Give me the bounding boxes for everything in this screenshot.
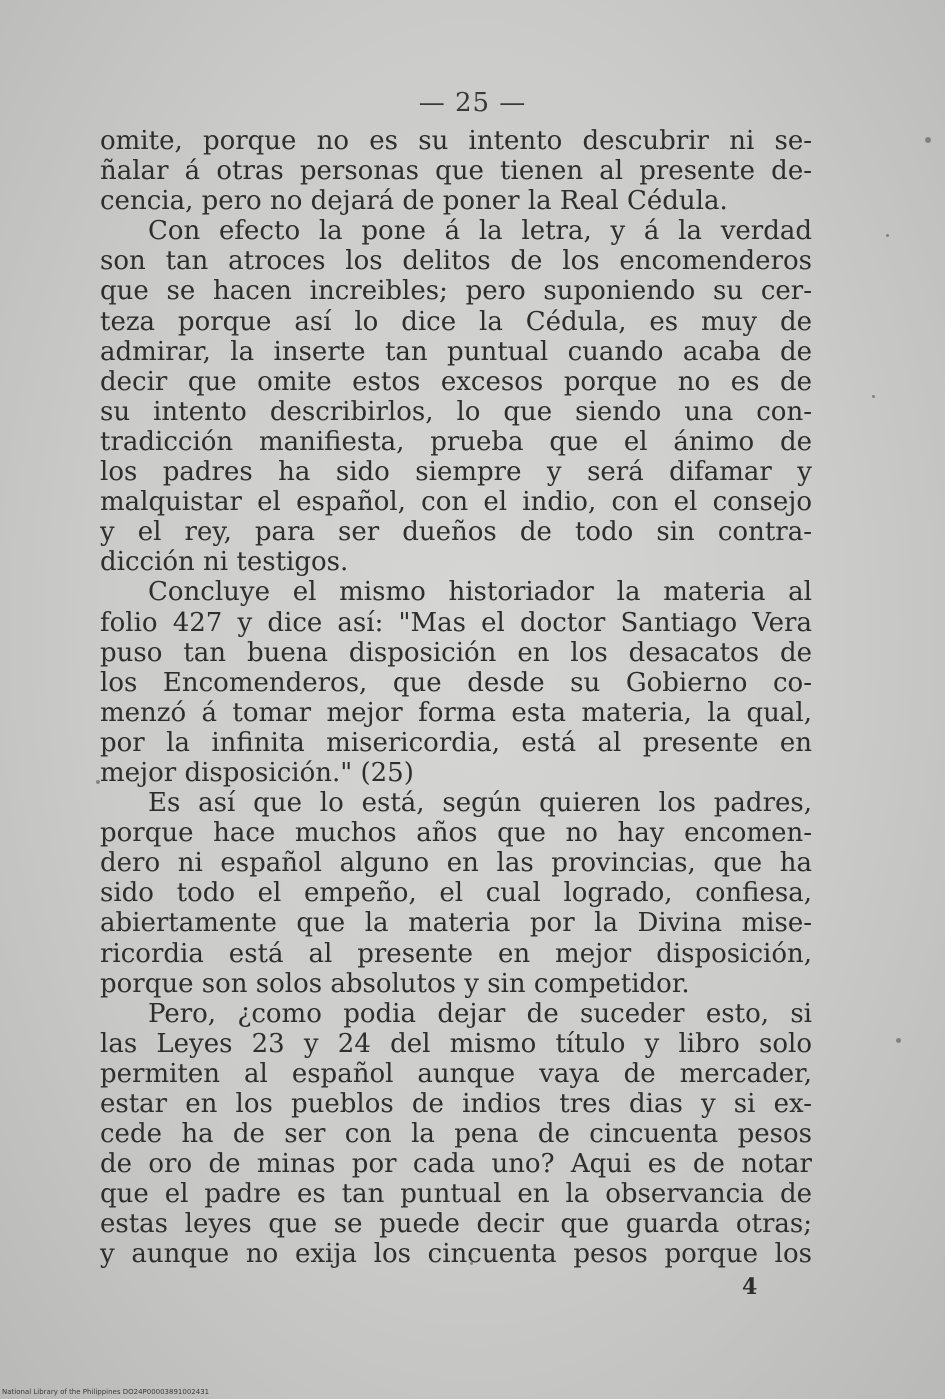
ink-speck	[925, 137, 931, 143]
text-line: porque hace muchos años que no hay encomen-	[100, 818, 812, 849]
page-number: — 25 —	[418, 88, 527, 118]
text-line: y el rey, para ser dueños de todo sin contra-	[100, 517, 812, 548]
text-line: su intento describirlos, lo que siendo una con-	[100, 396, 812, 427]
text-line: teza porque así lo dice la Cédula, es muy de	[100, 306, 812, 337]
text-line: Pero, ¿como podia dejar de suceder esto, si	[148, 998, 812, 1029]
footer-credit: National Library of the Philippines DO24P00003891002431	[2, 1388, 210, 1396]
text-line: Con efecto la pone á la letra, y á la verdad	[148, 216, 812, 247]
text-line: malquistar el español, con el indio, con el consejo	[100, 487, 812, 518]
text-line: puso tan buena disposición en los desacatos de	[100, 637, 812, 668]
text-line: por la infinita misericordia, está al presente en	[100, 727, 812, 758]
text-line: son tan atroces los delitos de los encomenderos	[100, 246, 812, 277]
text-line: las Leyes 23 y 24 del mismo título y libro solo	[100, 1028, 812, 1059]
body-text	[100, 126, 812, 1270]
text-line: abiertamente que la materia por la Divina mise-	[100, 908, 812, 939]
text-line: que se hacen increibles; pero suponiendo su cer-	[100, 276, 812, 307]
ink-speck	[886, 234, 889, 237]
text-line: permiten al español aunque vaya de mercader,	[100, 1058, 812, 1089]
text-line: Es así que lo está, según quieren los padres,	[148, 788, 812, 819]
text-line: porque son solos absolutos y sin competidor.	[100, 968, 690, 999]
text-line: de oro de minas por cada uno? Aqui es de notar	[100, 1149, 812, 1180]
signature-mark: 4	[742, 1274, 758, 1300]
text-line: estas leyes que se puede decir que guarda otras;	[100, 1209, 812, 1240]
text-line: decir que omite estos excesos porque no es de	[100, 366, 812, 397]
text-line: sido todo el empeño, el cual logrado, confiesa,	[100, 878, 812, 909]
text-line: los padres ha sido siempre y será difamar y	[100, 457, 812, 488]
text-line: que el padre es tan puntual en la observancia de	[100, 1179, 812, 1210]
text-line: cencia, pero no dejará de poner la Real Cédula.	[100, 186, 728, 217]
text-line: admirar, la inserte tan puntual cuando acaba de	[100, 336, 812, 367]
text-line: dero ni español alguno en las provincias, que ha	[100, 848, 812, 879]
text-line: y aunque no exija los cincuenta pesos porque los	[100, 1239, 812, 1270]
text-line: ricordia está al presente en mejor disposición,	[100, 938, 812, 969]
text-line: los Encomenderos, que desde su Gobierno co-	[100, 667, 812, 698]
text-line: omite, porque no es su intento descubrir ni se-	[100, 126, 812, 156]
text-line: menzó á tomar mejor forma esta materia, la qual,	[100, 697, 812, 728]
text-line: folio 427 y dice así: "Mas el doctor Santiago Vera	[100, 607, 812, 638]
text-line: cede ha de ser con la pena de cincuenta pesos	[100, 1119, 812, 1150]
ink-speck	[896, 1038, 901, 1043]
text-line: estar en los pueblos de indios tres dias y si ex-	[100, 1089, 812, 1119]
text-line: ñalar á otras personas que tienen al presente de-	[100, 156, 812, 187]
text-line: Concluye el mismo historiador la materia al	[148, 577, 812, 608]
text-line: dicción ni testigos.	[100, 547, 349, 578]
text-line: mejor disposición." (25)	[100, 757, 414, 788]
ink-speck	[872, 395, 875, 398]
text-line: tradicción manifiesta, prueba que el ánimo de	[100, 426, 812, 457]
